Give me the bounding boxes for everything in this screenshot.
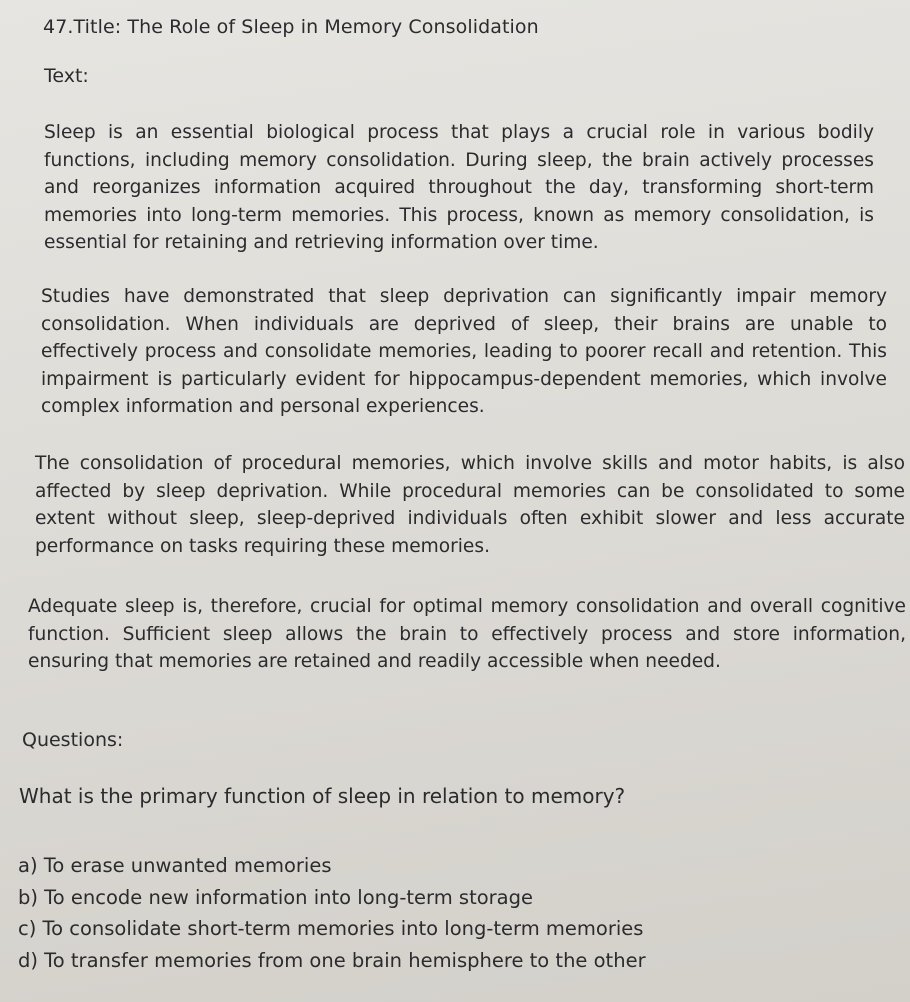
answer-options	[18, 850, 646, 976]
paragraph-1: Sleep is an essential biological process that plays a crucial role in various bodily functions, including memory consolidation. During sleep, the brain actively processes and reorganizes information acquired throughout the day, transforming short-term memories into long-term memories. This process, known as memory consolidation, is essential for retaining and retrieving information over time.	[44, 122, 874, 253]
option-c[interactable]: c) To consolidate short-term memories into long-term memories	[18, 917, 644, 940]
paragraph-4: Adequate sleep is, therefore, crucial for optimal memory consolidation and overall cognitive function. Sufficient sleep allows the brain to effectively process and store information, ensuring that memories are retained and readily accessible when needed.	[28, 596, 906, 672]
paragraph-3: The consolidation of procedural memories, which involve skills and motor habits, is also affected by sleep deprivation. While procedural memories can be consolidated to some extent without sleep, sleep-deprived individuals often exhibit slower and less accurate performance on tasks requiring these memories.	[35, 453, 905, 557]
questions-label: Questions:	[22, 729, 124, 751]
text-label: Text:	[44, 65, 89, 87]
paragraph-2: Studies have demonstrated that sleep deprivation can significantly impair memory consolidation. When individuals are deprived of sleep, their brains are unable to effectively process and consolidate memories, leading to poorer recall and retention. This impairment is particularly evident for hippocampus-dependent memories, which involve complex information and personal experiences.	[41, 286, 887, 417]
option-d[interactable]: d) To transfer memories from one brain hemisphere to the other	[18, 948, 646, 972]
document-title: 47.Title: The Role of Sleep in Memory Consolidation	[43, 16, 539, 38]
option-a[interactable]: a) To erase unwanted memories	[18, 854, 332, 877]
question-text: What is the primary function of sleep in relation to memory?	[19, 784, 626, 808]
option-b[interactable]: b) To encode new information into long-term storage	[18, 885, 533, 909]
